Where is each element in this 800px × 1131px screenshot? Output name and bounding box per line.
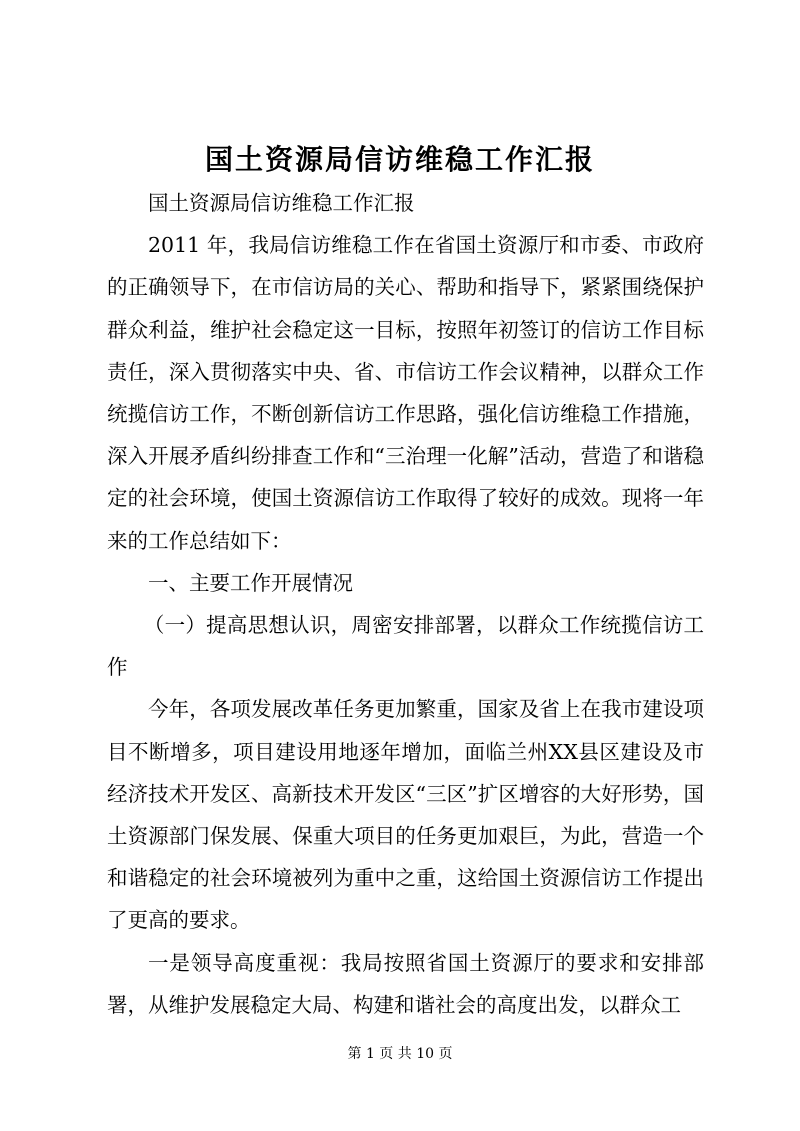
section-heading: 一、主要工作开展情况 bbox=[148, 570, 353, 595]
paragraph-intro: 2011 年，我局信访维稳工作在省国土资源厅和市委、市政府的正确领导下，在市信访局的关心、帮助和指导下，紧紧围绕保护群众利益，维护社会稳定这一目标，按照年初签订的信访工作目标责任，深入贯彻落实中央、省、市信访工作会议精神，以群众工作统揽信访工作，不断创新信访工作思路，强化信访维稳工作措施，深入开展矛盾纠纷排查工作和“三治理一化解”活动，营造了和谐稳定的社会环境，使国土资源信访工作取得了较好的成效。现将一年来的工作总结如下： bbox=[107, 233, 704, 553]
page-number-footer: 第 1 页 共 10 页 bbox=[347, 1046, 453, 1062]
paragraph-point-one: 一是领导高度重视：我局按照省国土资源厅的要求和安排部署，从维护发展稳定大局、构建和谐社会的高度出发，以群众工 bbox=[107, 950, 704, 1017]
paragraph-subtitle: 国土资源局信访维稳工作汇报 bbox=[148, 191, 415, 215]
subsection-heading: （一）提高思想认识，周密安排部署，以群众工作统揽信访工作 bbox=[107, 613, 704, 680]
document-body bbox=[107, 182, 704, 1026]
document-title: 国土资源局信访维稳工作汇报 bbox=[204, 143, 595, 176]
paragraph-context: 今年，各项发展改革任务更加繁重，国家及省上在我市建设项目不断增多，项目建设用地逐年增加，面临兰州XX县区建设及市经济技术开发区、高新技术开发区“三区”扩区增容的大好形势，国土资源部门保发展、保重大项目的任务更加艰巨，为此，营造一个和谐稳定的社会环境被列为重中之重，这给国土资源信访工作提出了更高的要求。 bbox=[107, 697, 704, 933]
